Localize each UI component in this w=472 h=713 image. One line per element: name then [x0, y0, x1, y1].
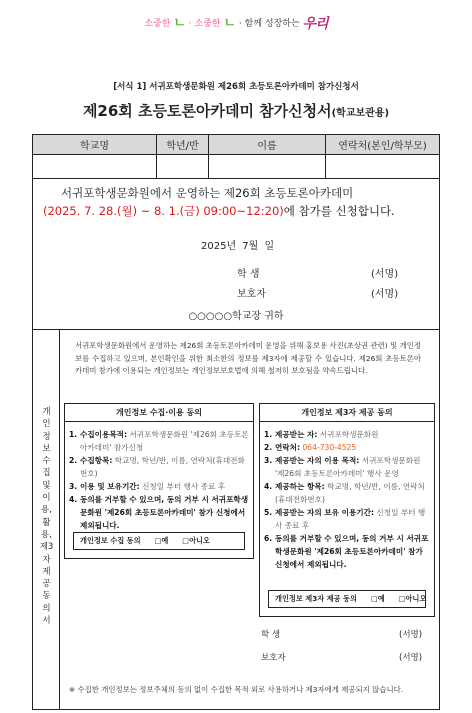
privacy-footnote: ※ 수집한 개인정보는 정보주체의 동의 없이 수집한 목적 외로 사용하거나 제3자에게 제공되지 않습니다. — [68, 685, 404, 694]
third-party-no-checkbox[interactable]: □아니오 — [398, 594, 427, 603]
application-statement — [33, 179, 439, 330]
statement-line-1: 서귀포학생문화원에서 운영하는 제26회 초등토론아카데미 — [61, 186, 354, 200]
page-title — [0, 100, 472, 121]
collection-consent-box — [64, 403, 254, 559]
third-party-agree-label: 개인정보 제3자 제공 동의 — [275, 594, 357, 603]
statement-suffix: 에 참가를 신청합니다. — [283, 204, 395, 218]
name-field[interactable] — [209, 155, 326, 178]
third-party-yes-checkbox[interactable]: □예 — [370, 594, 385, 603]
consent-guardian-signature[interactable]: (서명) — [399, 653, 423, 663]
slogan-logo: 우리 — [302, 16, 328, 32]
list-item: 4. 제공하는 항목: 학교명, 학년/반, 이름, 연락처(휴대전화번호) — [264, 482, 425, 504]
contact-field[interactable] — [326, 155, 439, 178]
header-grade-class: 학년/반 — [157, 135, 209, 154]
title-main: 제26회 초등토론아카데미 참가신청서 — [82, 102, 332, 120]
slogan-part-1: 소중한 — [144, 19, 171, 29]
title-sub: (학교보관용) — [331, 108, 390, 119]
collection-no-checkbox[interactable]: □아니오 — [182, 536, 210, 545]
student-signature[interactable]: (서명) — [371, 269, 399, 280]
third-party-agree-box — [268, 590, 426, 608]
header-name: 이름 — [209, 135, 326, 154]
consent-guardian-label: 보호자 — [261, 653, 286, 663]
list-item: 1. 수집이용목적: 서귀포학생문화원 '제26회 초등토론아카데미' 참가신청 — [69, 430, 249, 452]
consent-student-signature[interactable]: (서명) — [399, 630, 423, 640]
header-contact: 연락처(본인/학부모) — [338, 141, 427, 152]
statement-line-2 — [43, 203, 395, 219]
guardian-signature[interactable]: (서명) — [371, 289, 399, 300]
student-label: 학 생 — [237, 269, 260, 280]
principal-addressee: ○○○○○학교장 귀하 — [188, 311, 284, 322]
grade-class-field[interactable] — [157, 155, 209, 178]
collection-agree-box — [73, 532, 245, 550]
slogan-banner — [0, 12, 472, 33]
school-field[interactable] — [33, 155, 157, 178]
list-item: 2. 연락처: 064-730-4525 — [264, 443, 357, 452]
consent-side-column — [33, 330, 60, 709]
list-item: 6. 동의를 거부할 수 있으며, 동의 거부 시 서귀포학생문화원 '제26회 초등토론아카데미' 참가 신청에서 제외됩니다. — [264, 534, 429, 569]
list-item: 3. 제공받는 자의 이용 목적: 서귀포학생문화원 '제26회 초등토론아카데미' 행사 운영 — [264, 456, 421, 478]
slogan-mark-2: ㄴ — [223, 16, 237, 31]
consent-intro: 서귀포학생문화원에서 운영하는 제26회 초등토론아카데미 운영을 위해 홍보용 사진(초상권 관련) 및 개인정보를 수집하고 있으며, 본인확인을 위한 최소한의 정보를 제3자에 제공할 수 있습니다. 제26회 초등토론아카데미 참가에 이용되는 개인정보는 개인정보보호법에 의해 철저히 보호됨을 약속드립니다. — [75, 341, 421, 375]
third-party-consent-box — [259, 403, 435, 617]
table-input-row — [33, 155, 439, 179]
list-item: 2. 수집항목: 학교명, 학년/반, 이름, 연락처(휴대전화번호) — [69, 456, 245, 478]
header-school: 학교명 — [33, 135, 157, 154]
list-item: 4. 동의를 거부할 수 있으며, 동의 거부 시 서귀포학생문화원 '제26회 초등토론아카데미' 참가 신청에서 제외됩니다. — [69, 495, 249, 530]
list-item: 3. 이용 및 보유기간: 신청일 부터 행사 종료 후 — [69, 482, 226, 491]
third-party-consent-header: 개인정보 제3자 제공 동의 — [260, 404, 434, 422]
slogan-mark-1: ㄴ — [173, 16, 186, 31]
program-dates: (2025. 7. 28.(월) ~ 8. 1.(금) 09:00~12:20) — [43, 204, 284, 218]
slogan-part-2: · 소중한 — [188, 19, 221, 29]
consent-student-label: 학 생 — [261, 630, 281, 640]
collection-yes-checkbox[interactable]: □예 — [154, 536, 169, 545]
application-date: 2025년 7월 일 — [201, 241, 275, 252]
list-item: 5. 제공받는 자의 보유 이용기간: 신청일 부터 행사 종료 후 — [264, 508, 426, 530]
slogan-part-3: · 함께 성장하는 — [238, 19, 300, 29]
guardian-label: 보호자 — [237, 289, 266, 300]
application-form — [32, 134, 440, 710]
collection-consent-header: 개인정보 수집·이용 동의 — [65, 404, 253, 422]
list-item: 1. 제공받는 자: 서귀포학생문화원 — [264, 430, 379, 439]
form-label: [서식 1] 서귀포학생문화원 제26회 초등토론아카데미 참가신청서 — [113, 82, 359, 92]
consent-section — [33, 330, 439, 709]
consent-side-label: 개 인 정 보 수 집 및 이 용, 활 용, 제3 자 제 공 동 의 서 — [39, 407, 54, 627]
collection-agree-label: 개인정보 수집 동의 — [80, 536, 141, 545]
table-header-row — [33, 135, 439, 155]
